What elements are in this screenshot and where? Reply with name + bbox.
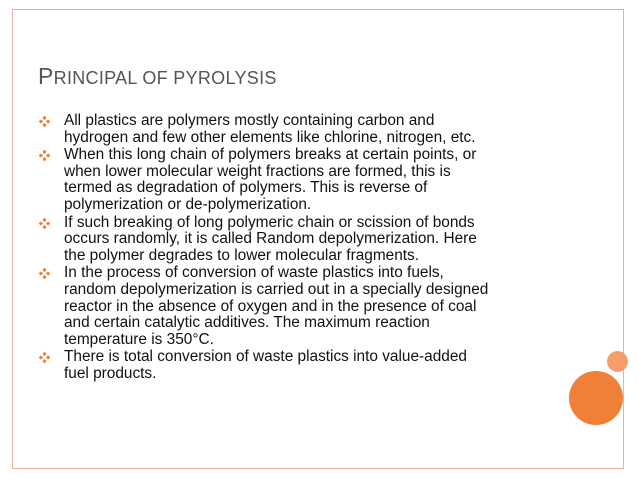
bullet-line: When this long chain of polymers breaks at certain points, or [64,146,477,164]
slide-title-rest: RINCIPAL OF PYROLYSIS [53,68,277,88]
bullet-list [38,113,578,384]
quad-diamond-bullet-icon [38,351,51,364]
slide-title-initial: P [38,63,54,89]
bullet-text [64,113,578,146]
bullet-text [64,147,578,213]
bullet-line: temperature is 350°C. [64,330,214,348]
bullet-line: There is total conversion of waste plastics into value-added [64,348,467,366]
quad-diamond-bullet-icon [38,149,51,162]
quad-diamond-bullet-icon [38,217,51,230]
bullet-line: the polymer degrades to lower molecular fragments. [64,246,420,264]
bullet-item [38,215,578,265]
bullet-item [38,113,578,146]
bullet-line: In the process of conversion of waste plastics into fuels, [64,264,444,282]
bullet-line: occurs randomly, it is called Random depolymerization. Here [64,230,477,248]
bullet-line: All plastics are polymers mostly containing carbon and [64,112,435,129]
bullet-line: reactor in the absence of oxygen and in the presence of coal [64,297,477,315]
slide-title [38,63,277,90]
bullet-text [64,265,578,348]
bullet-text [64,215,578,265]
quad-diamond-bullet-icon [38,115,51,128]
bullet-line: and certain catalytic additives. The maximum reaction [64,314,430,332]
bullet-line: fuel products. [64,364,157,382]
quad-diamond-bullet-icon [38,267,51,280]
bullet-line: If such breaking of long polymeric chain or scission of bonds [64,213,475,231]
bullet-item [38,147,578,213]
bullet-line: termed as degradation of polymers. This is reverse of [64,179,428,197]
bullet-line: hydrogen and few other elements like chlorine, nitrogen, etc. [64,128,476,146]
bullet-text [64,349,578,382]
bullet-line: random depolymerization is carried out in a specially designed [64,280,489,298]
bullet-item [38,265,578,348]
bullet-line: when lower molecular weight fractions are formed, this is [64,162,451,180]
decorative-large-circle [569,371,623,425]
decorative-small-circle [607,351,628,372]
bullet-line: polymerization or de-polymerization. [64,195,312,213]
bullet-item [38,349,578,382]
